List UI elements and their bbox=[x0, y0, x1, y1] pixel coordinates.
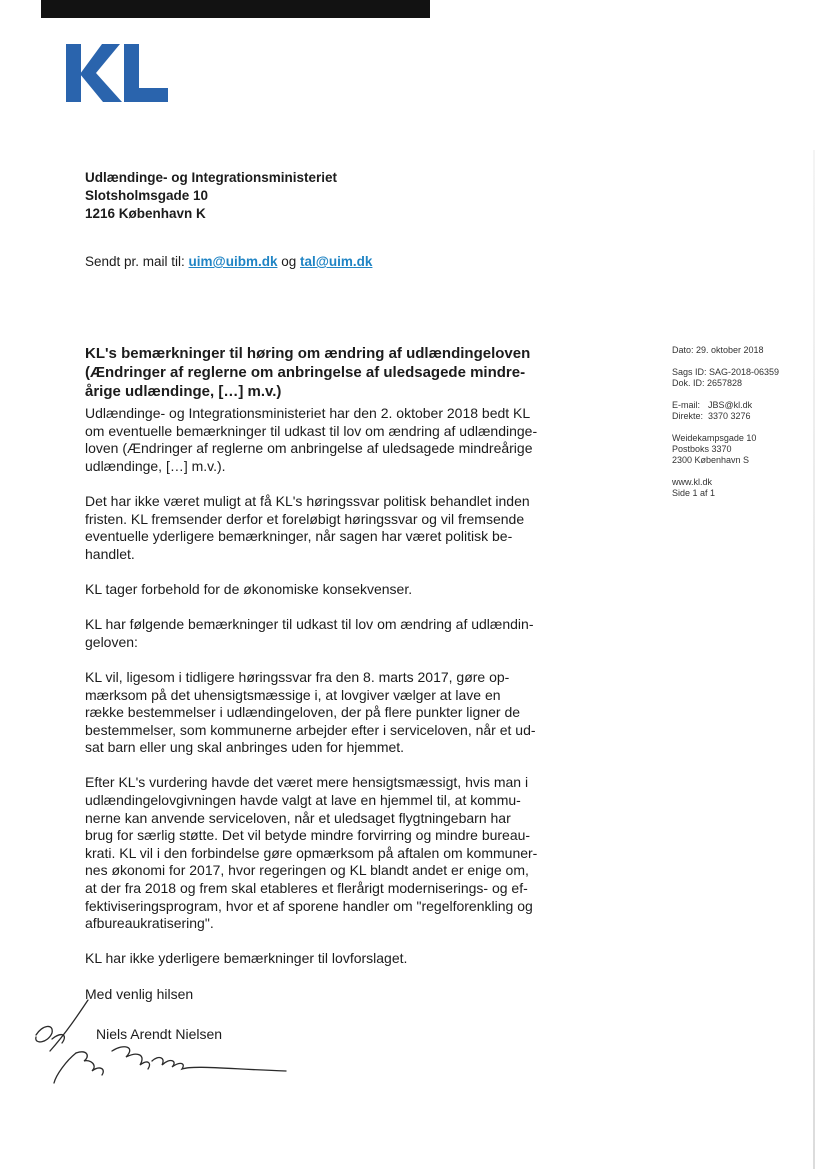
text-line: bestemmelser, som kommunerne arbejder efter i serviceloven, når et ud- bbox=[85, 721, 536, 738]
text-line: Det har ikke været muligt at få KL's høringssvar politisk behandlet inden bbox=[85, 492, 530, 509]
paragraph bbox=[85, 950, 575, 968]
title-line: (Ændringer af reglerne om anbringelse af uledsagede mindre- bbox=[85, 364, 526, 381]
text-line: nes økonomi for 2017, hvor regeringen og KL blandt andet er enige om, bbox=[85, 862, 529, 879]
text-line: handlet. bbox=[85, 545, 135, 562]
document-info-sidebar bbox=[672, 345, 779, 510]
text-line: krati. KL vil i den forbindelse gøre opmærksom på aftalen om kommuner- bbox=[85, 844, 538, 861]
phone-row bbox=[672, 411, 779, 422]
address-line: 2300 København S bbox=[672, 455, 750, 465]
paragraph bbox=[85, 405, 575, 475]
text-line: sat barn eller ung skal anbringes uden for hjemmet. bbox=[85, 739, 405, 756]
letter-body bbox=[85, 405, 575, 1003]
website-link[interactable]: www.kl.dk bbox=[672, 477, 713, 487]
case-id: Sags ID: SAG-2018-06359 bbox=[672, 367, 780, 377]
recipient-name: Udlændinge- og Integrationsministeriet bbox=[85, 170, 338, 185]
email-label: E-mail: bbox=[672, 400, 701, 410]
text-line: loven (Ændringer af reglerne om anbringelse af uledsagede mindreårige bbox=[85, 440, 533, 457]
text-line: udlændingelovgivningen havde valgt at lave en hjemmel til, at kommu- bbox=[85, 792, 521, 809]
sent-separator: og bbox=[277, 254, 300, 269]
text-line: brug for særlig støtte. Det vil betyde mindre forvirring og mindre bureau- bbox=[85, 827, 531, 844]
text-line: Efter KL's vurdering havde det været mere hensigtsmæssigt, hvis man i bbox=[85, 774, 529, 791]
email-row bbox=[672, 400, 779, 411]
doc-id: Dok. ID: 2657828 bbox=[672, 378, 743, 388]
text-line: eventuelle yderligere bemærkninger, når sagen har været politisk be- bbox=[85, 528, 513, 545]
text-line: fektiviseringsprogram, hvor et af sporene handler om "regelforenkling og bbox=[85, 897, 533, 914]
ids-group bbox=[672, 367, 779, 389]
paragraph bbox=[85, 669, 575, 757]
redaction-bar bbox=[41, 0, 430, 18]
web-group bbox=[672, 477, 779, 499]
title-line: årige udlændinge, […] m.v.) bbox=[85, 383, 282, 400]
paragraph bbox=[85, 493, 575, 563]
date-group bbox=[672, 345, 779, 356]
closing-greeting: Med venlig hilsen bbox=[85, 985, 194, 1002]
kl-logo bbox=[66, 42, 170, 104]
text-line: fristen. KL fremsender derfor et foreløbigt høringssvar og vil fremsende bbox=[85, 510, 525, 527]
letter-title bbox=[85, 344, 565, 401]
paragraph bbox=[85, 581, 575, 599]
text-line: om eventuelle bemærkninger til udkast til lov om ændring af udlændinge- bbox=[85, 422, 538, 439]
email-link-tal[interactable]: tal@uim.dk bbox=[300, 254, 373, 269]
contact-group bbox=[672, 400, 779, 422]
signer-name: Niels Arendt Nielsen bbox=[96, 1026, 223, 1042]
text-line: nerne kan anvende serviceloven, når et uledsaget flygtningebarn har bbox=[85, 809, 511, 826]
address-line: Postboks 3370 bbox=[672, 444, 732, 454]
postal-address-group bbox=[672, 433, 779, 466]
title-line: KL's bemærkninger til høring om ændring af udlændingeloven bbox=[85, 345, 531, 362]
text-line: Udlændinge- og Integrationsministeriet har den 2. oktober 2018 bedt KL bbox=[85, 405, 531, 421]
paragraph bbox=[85, 616, 575, 651]
text-line: KL har ikke yderligere bemærkninger til lovforslaget. bbox=[85, 950, 408, 967]
recipient-street: Slotsholmsgade 10 bbox=[85, 188, 209, 203]
sent-prefix: Sendt pr. mail til: bbox=[85, 254, 189, 269]
text-line: række bestemmelser i udlændingeloven, der på flere punkter ligner de bbox=[85, 704, 521, 721]
date-label: Dato: 29. oktober 2018 bbox=[672, 345, 764, 355]
scan-edge-shadow bbox=[813, 150, 815, 1169]
text-line: geloven: bbox=[85, 633, 138, 650]
phone-label: Direkte: bbox=[672, 411, 704, 421]
phone-value: 3370 3276 bbox=[708, 411, 751, 421]
recipient-city: 1216 København K bbox=[85, 206, 206, 221]
address-line: Weidekampsgade 10 bbox=[672, 433, 757, 443]
paragraph bbox=[85, 774, 575, 932]
text-line: KL tager forbehold for de økonomiske konsekvenser. bbox=[85, 580, 413, 597]
email-value[interactable]: JBS@kl.dk bbox=[708, 400, 753, 410]
recipient-address bbox=[85, 169, 337, 223]
text-line: KL vil, ligesom i tidligere høringssvar fra den 8. marts 2017, gøre op- bbox=[85, 668, 510, 685]
text-line: at der fra 2018 og frem skal etableres et flerårigt moderniserings- og ef- bbox=[85, 880, 528, 897]
email-link-uim[interactable]: uim@uibm.dk bbox=[188, 254, 278, 269]
text-line: udlændinge, […] m.v.). bbox=[85, 457, 226, 474]
page-number: Side 1 af 1 bbox=[672, 488, 716, 498]
sent-by-mail-line bbox=[85, 254, 372, 269]
text-line: mærksom på det uhensigtsmæssige i, at lovgiver vælger at lave en bbox=[85, 686, 501, 703]
text-line: afbureaukratisering". bbox=[85, 915, 214, 932]
text-line: KL har følgende bemærkninger til udkast til lov om ændring af udlændin- bbox=[85, 616, 534, 633]
